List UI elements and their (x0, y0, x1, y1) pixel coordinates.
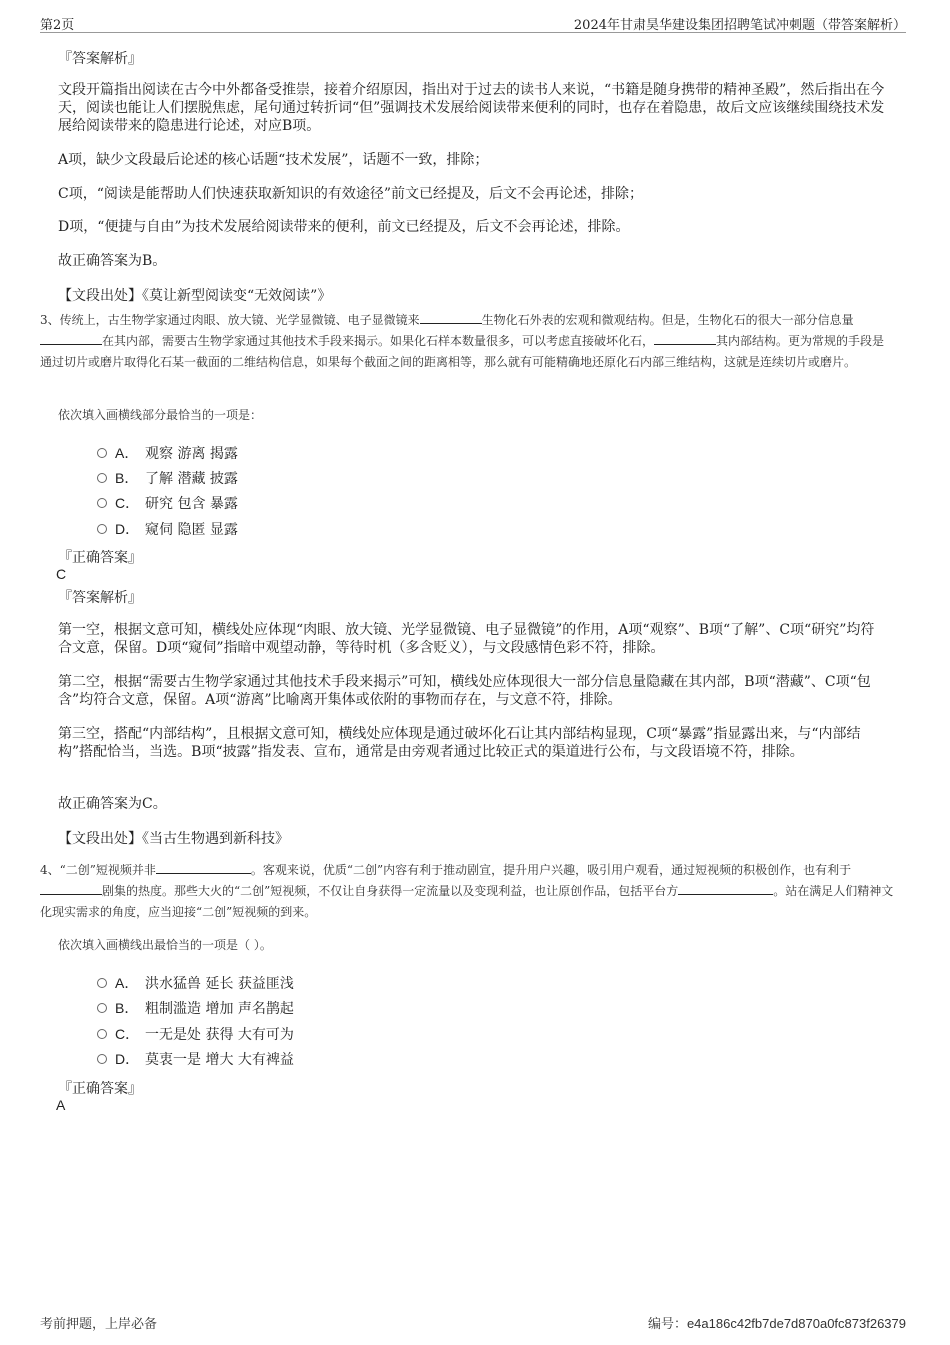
q3-source: 【文段出处】《当古生物遇到新科技》 (58, 831, 289, 847)
page-header (40, 14, 906, 33)
q3-answer-label: 『正确答案』 (58, 550, 142, 566)
radio-icon[interactable] (97, 498, 107, 508)
q3-option-c[interactable]: C． 研究 包含 暴露 (97, 493, 238, 513)
page-number: 第2页 (40, 18, 75, 33)
q3-option-b[interactable]: B． 了解 潜藏 披露 (97, 468, 238, 488)
document-title: 2024年甘肃昊华建设集团招聘笔试冲刺题（带答案解析） (573, 18, 906, 33)
q2-analysis-p3: C项，“阅读是能帮助人们快速获取新知识的有效途径”前文已经提及，后文不会再论述，排除； (58, 186, 644, 202)
q3-answer-conclusion: 故正确答案为C。 (58, 796, 167, 812)
q4-option-b[interactable]: B． 粗制滥造 增加 声名鹊起 (97, 998, 294, 1018)
q3-stem: 3、传统上，古生物学家通过肉眼、放大镜、光学显微镜、电子显微镜来 生物化石外表的宏观和微观结构。但是，生物化石的很大一部分信息量在其内部，需要古生物学家通过其他技术手段来揭示。如果化石样本数量很多，可以考虑直接破坏化石， 其内部结构。更为常规的手段是通过切片或磨片取得化石某一截面的二维结构信息，如果每个截面之间的距离相等，那么就有可能精确地还原化石内部三维结构，这就是连续切片或磨片。 (40, 313, 885, 369)
q3-analysis-p1: 第一空，根据文意可知，横线处应体现“肉眼、放大镜、光学显微镜、电子显微镜”的作用，A项“观察”、B项“了解”、C项“研究”均符合文意，保留。D项“窥伺”指暗中观望动静，等待时机（多含贬义），与文段感情色彩不符，排除。 (58, 622, 875, 656)
q3-analysis-p3: 第三空，搭配“内部结构”，且根据文意可知，横线处应体现是通过破坏化石让其内部结构显现，C项“暴露”指显露出来，与“内部结构”搭配恰当，当选。B项“披露”指发表、宣布，通常是由旁观者通过比较正式的渠道进行公布，与文段语境不符，排除。 (58, 726, 861, 760)
document-id: 编号：e4a186c42fb7de7d870a0fc873f26379 (647, 1316, 906, 1332)
q2-analysis-p4: D项，“便捷与自由”为技术发展给阅读带来的便利，前文已经提及，后文不会再论述，排除。 (58, 219, 630, 235)
radio-icon[interactable] (97, 448, 107, 458)
radio-icon[interactable] (97, 473, 107, 483)
blank-1 (420, 311, 482, 324)
q4-option-d[interactable]: D． 莫衷一是 增大 大有裨益 (97, 1049, 294, 1069)
q4-answer: A (56, 1097, 66, 1113)
footer-slogan: 考前押题，上岸必备 (40, 1317, 158, 1332)
q4-prompt: 依次填入画横线出最恰当的一项是（ ）。 (58, 938, 272, 952)
blank-2 (40, 882, 102, 895)
q3-analysis-p2: 第二空，根据“需要古生物学家通过其他技术手段来揭示”可知，横线处应体现很大一部分信息量隐藏在其内部，B项“潜藏”、C项“包含”均符合文意，保留。A项“游离”比喻离开集体或依附的事物而存在，与文意不符，排除。 (58, 674, 871, 708)
radio-icon[interactable] (97, 1003, 107, 1013)
q4-stem: 4、“二创”短视频并非 。客观来说，优质“二创”内容有利于推动剧宣，提升用户兴趣，吸引用户观看，通过短视频的积极创作，也有利于剧集的热度。那些大火的“二创”短视频，不仅让自身获得一定流量以及变现利益，也让原创作品，包括平台方 。站在满足人们精神文化现实需求的角度，应当迎接“二创”短视频的到来。 (40, 863, 894, 919)
blank-3 (678, 882, 773, 895)
blank-1 (156, 861, 251, 874)
q4-option-c[interactable]: C． 一无是处 获得 大有可为 (97, 1024, 294, 1044)
radio-icon[interactable] (97, 1054, 107, 1064)
radio-icon[interactable] (97, 978, 107, 988)
q3-option-d[interactable]: D． 窥伺 隐匿 显露 (97, 519, 238, 539)
q4-answer-label: 『正确答案』 (58, 1081, 142, 1097)
q2-source: 【文段出处】《莫让新型阅读变“无效阅读”》 (58, 288, 332, 304)
q4-option-a[interactable]: A． 洪水猛兽 延长 获益匪浅 (97, 973, 294, 993)
radio-icon[interactable] (97, 524, 107, 534)
q3-option-a[interactable]: A． 观察 游离 揭露 (97, 443, 238, 463)
q2-analysis-label: 『答案解析』 (58, 51, 142, 67)
q2-analysis-p1: 文段开篇指出阅读在古今中外都备受推崇，接着介绍原因，指出对于过去的读书人来说，“书籍是随身携带的精神圣殿”，然后指出在今天，阅读也能让人们摆脱焦虑，尾句通过转折词“但”强调技术发展给阅读带来便利的同时，也存在着隐患，故后文应该继续围绕技术发展给阅读带来的隐患进行论述，对应B项。 (58, 82, 885, 134)
blank-2 (40, 332, 102, 345)
radio-icon[interactable] (97, 1029, 107, 1039)
q2-answer-conclusion: 故正确答案为B。 (58, 253, 167, 269)
q3-analysis-label: 『答案解析』 (58, 590, 142, 606)
blank-3 (654, 332, 716, 345)
q3-answer: C (56, 566, 67, 582)
q2-analysis-p2: A项，缺少文段最后论述的核心话题“技术发展”，话题不一致，排除； (58, 152, 489, 168)
q3-prompt: 依次填入画横线部分最恰当的一项是： (58, 408, 263, 422)
